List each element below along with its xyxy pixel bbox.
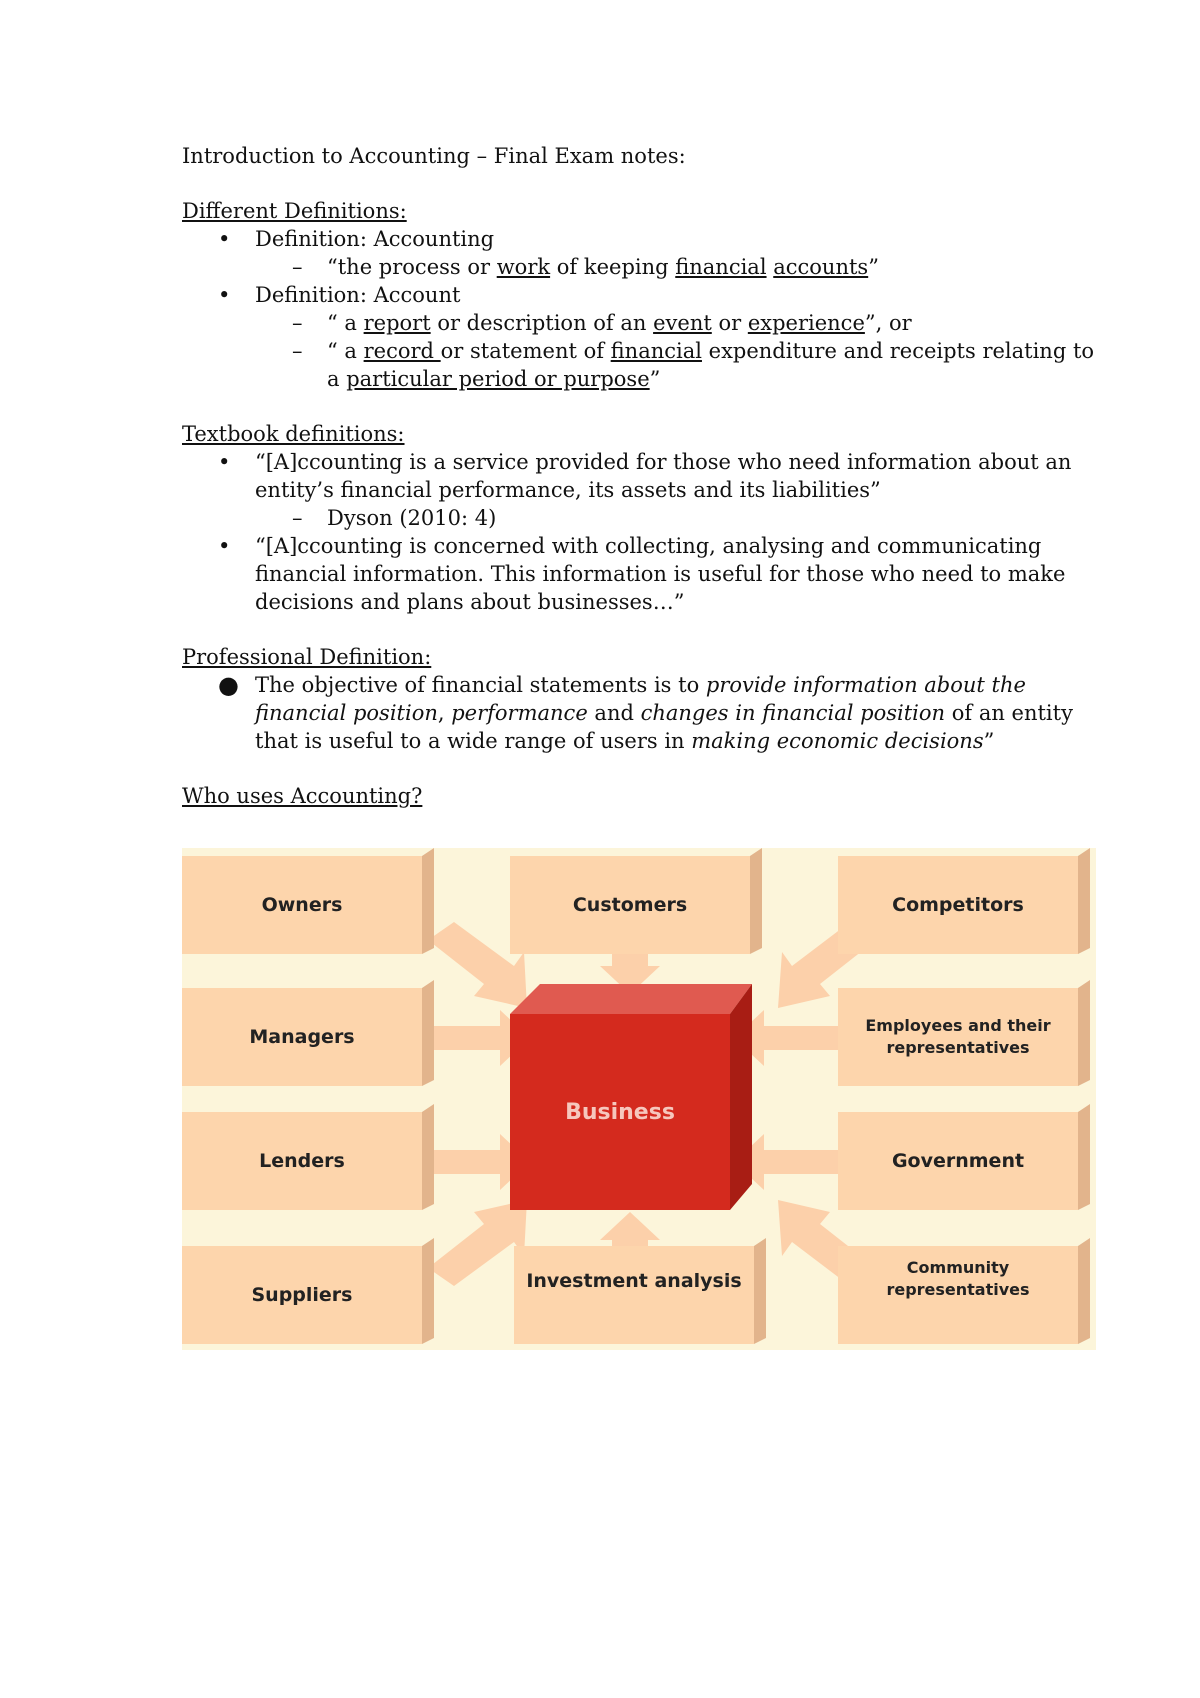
node-managers: Managers	[249, 1026, 355, 1048]
box-side	[422, 980, 434, 1086]
node-customers: Customers	[572, 894, 688, 916]
bullet-item: • Definition: Account	[218, 283, 461, 307]
box-side	[422, 1104, 434, 1210]
cube-top	[510, 984, 752, 1014]
section-heading: Different Definitions:	[182, 199, 407, 223]
accounting-users-diagram	[182, 848, 1096, 1350]
box-side	[1078, 980, 1090, 1086]
box-side	[1078, 848, 1090, 954]
bullet-continuation: financial position, performance and changes in financial position of an entity	[255, 701, 1073, 725]
page-title: Introduction to Accounting – Final Exam notes:	[182, 144, 686, 168]
node-competitors: Competitors	[892, 894, 1024, 916]
node-lenders: Lenders	[259, 1150, 345, 1172]
section-textbook-definitions	[182, 420, 1082, 616]
dash-icon: –	[292, 311, 303, 335]
sub-bullet-item: – Dyson (2010: 4)	[292, 506, 497, 530]
node-owners: Owners	[261, 894, 343, 916]
node-business: Business	[565, 1099, 675, 1125]
node-suppliers: Suppliers	[251, 1284, 353, 1306]
section-heading: Textbook definitions:	[182, 422, 405, 446]
arrow-suppliers	[428, 1200, 527, 1286]
bullet-dot-icon: •	[218, 227, 231, 251]
node-investment-analysis: Investment analysis	[526, 1270, 742, 1292]
section-professional-definition	[182, 643, 1082, 755]
bullet-continuation: financial information. This information is useful for those who need to make	[255, 562, 1066, 586]
box-side	[1078, 1238, 1090, 1344]
node-community-representatives: Community representatives	[886, 1258, 1030, 1299]
dash-icon: –	[292, 506, 303, 530]
section-heading-who-uses: Who uses Accounting?	[182, 784, 423, 808]
cube-side	[730, 984, 752, 1210]
sub-bullet-item: – “ a report or description of an event or experience”, or	[292, 311, 912, 335]
box-side	[1078, 1104, 1090, 1210]
box-side	[422, 848, 434, 954]
bullet-item: ● The objective of financial statements is to provide information about the	[218, 671, 1026, 699]
node-government: Government	[891, 1150, 1025, 1172]
bullet-dot-icon: •	[218, 534, 231, 558]
bullet-item: • Definition: Accounting	[218, 227, 495, 251]
bullet-continuation: decisions and plans about businesses…”	[255, 590, 685, 614]
bullet-item: • “[A]ccounting is a service provided for those who need information about an	[218, 450, 1072, 474]
section-heading: Professional Definition:	[182, 645, 432, 669]
bullet-continuation: entity’s financial performance, its assets and its liabilities”	[255, 478, 881, 502]
document-page	[182, 142, 1095, 810]
node-employees: Employees and their representatives	[865, 1016, 1051, 1057]
sub-bullet-item: – “the process or work of keeping financial accounts”	[292, 255, 879, 279]
box-side	[754, 1238, 766, 1344]
dash-icon: –	[292, 339, 303, 363]
dash-icon: –	[292, 255, 303, 279]
bullet-item: • “[A]ccounting is concerned with collecting, analysing and communicating	[218, 534, 1042, 558]
box-side	[750, 848, 762, 954]
bullet-dot-icon: ●	[218, 671, 239, 699]
bullet-dot-icon: •	[218, 450, 231, 474]
bullet-continuation: that is useful to a wide range of users in making economic decisions”	[255, 729, 995, 753]
sub-bullet-continuation: a particular period or purpose”	[327, 367, 661, 391]
bullet-dot-icon: •	[218, 283, 231, 307]
sub-bullet-item: – “ a record or statement of financial expenditure and receipts relating to	[292, 339, 1095, 363]
box-side	[422, 1238, 434, 1344]
section-different-definitions	[182, 197, 1095, 393]
